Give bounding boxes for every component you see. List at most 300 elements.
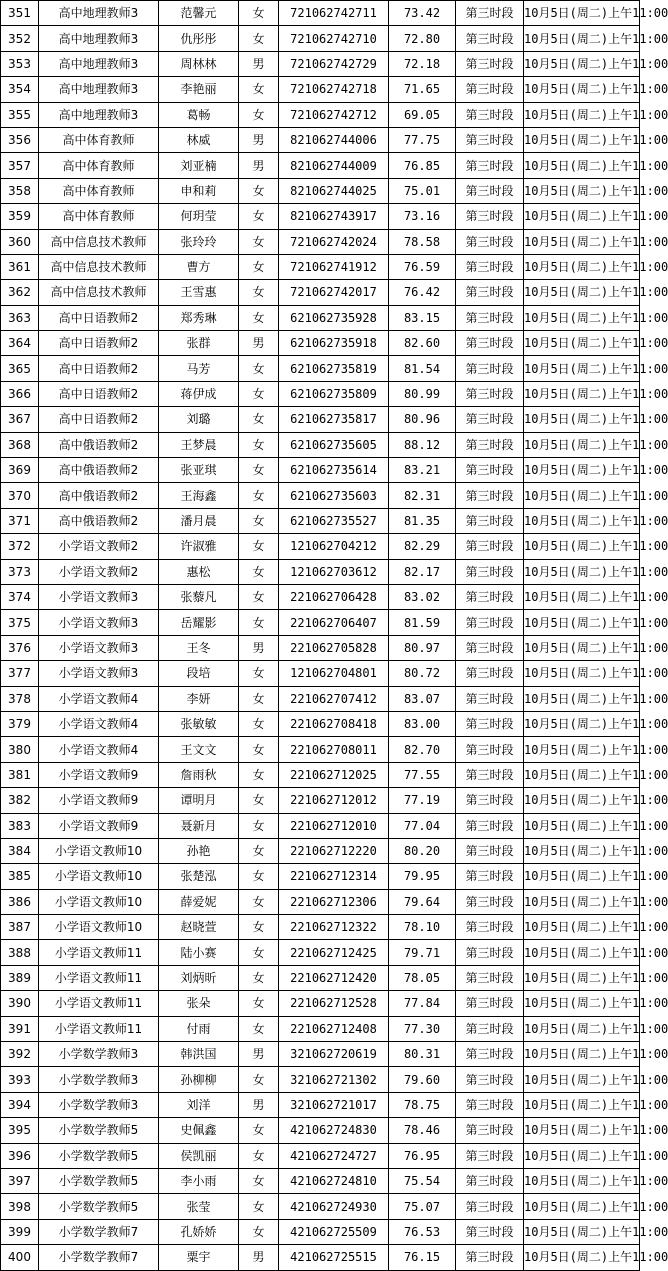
position-cell: 高中俄语教师2 <box>39 458 159 483</box>
table-row <box>1 432 640 457</box>
seq-cell: 363 <box>1 305 39 330</box>
gender-cell: 女 <box>239 1219 279 1244</box>
name-cell: 范馨元 <box>159 1 239 26</box>
gender-cell: 男 <box>239 1092 279 1117</box>
session-cell: 第三时段 <box>456 508 524 533</box>
name-cell: 林威 <box>159 127 239 152</box>
exam-id-cell: 721062742718 <box>279 77 389 102</box>
session-cell: 第三时段 <box>456 77 524 102</box>
seq-cell: 398 <box>1 1194 39 1219</box>
gender-cell: 女 <box>239 762 279 787</box>
datetime-cell: 10月5日(周二)上午11:00 <box>524 153 640 178</box>
seq-cell: 372 <box>1 534 39 559</box>
seq-cell: 367 <box>1 407 39 432</box>
name-cell: 何玥莹 <box>159 204 239 229</box>
exam-id-cell: 221062712528 <box>279 991 389 1016</box>
exam-id-cell: 221062712010 <box>279 813 389 838</box>
name-cell: 岳耀影 <box>159 610 239 635</box>
table-row <box>1 584 640 609</box>
position-cell: 高中俄语教师2 <box>39 508 159 533</box>
table-row <box>1 1042 640 1067</box>
table-row <box>1 229 640 254</box>
table-row <box>1 991 640 1016</box>
table-row <box>1 458 640 483</box>
datetime-cell: 10月5日(周二)上午11:00 <box>524 788 640 813</box>
gender-cell: 女 <box>239 381 279 406</box>
gender-cell: 女 <box>239 686 279 711</box>
exam-id-cell: 621062735928 <box>279 305 389 330</box>
exam-id-cell: 621062735819 <box>279 356 389 381</box>
exam-id-cell: 221062712425 <box>279 940 389 965</box>
score-cell: 88.12 <box>389 432 456 457</box>
datetime-cell: 10月5日(周二)上午11:00 <box>524 610 640 635</box>
table-row <box>1 331 640 356</box>
seq-cell: 395 <box>1 1118 39 1143</box>
table-row <box>1 813 640 838</box>
exam-id-cell: 221062712220 <box>279 838 389 863</box>
score-cell: 83.00 <box>389 711 456 736</box>
session-cell: 第三时段 <box>456 864 524 889</box>
gender-cell: 女 <box>239 889 279 914</box>
position-cell: 小学语文教师4 <box>39 686 159 711</box>
position-cell: 高中信息技术教师 <box>39 254 159 279</box>
gender-cell: 女 <box>239 915 279 940</box>
table-row <box>1 534 640 559</box>
session-cell: 第三时段 <box>456 534 524 559</box>
table-row <box>1 711 640 736</box>
position-cell: 高中地理教师3 <box>39 26 159 51</box>
gender-cell: 女 <box>239 458 279 483</box>
exam-id-cell: 721062742729 <box>279 51 389 76</box>
table-row <box>1 305 640 330</box>
name-cell: 王梦晨 <box>159 432 239 457</box>
seq-cell: 366 <box>1 381 39 406</box>
table-row <box>1 1219 640 1244</box>
name-cell: 赵晓萱 <box>159 915 239 940</box>
table-row <box>1 559 640 584</box>
seq-cell: 392 <box>1 1042 39 1067</box>
score-cell: 76.59 <box>389 254 456 279</box>
datetime-cell: 10月5日(周二)上午11:00 <box>524 991 640 1016</box>
name-cell: 仇彤彤 <box>159 26 239 51</box>
exam-id-cell: 621062735918 <box>279 331 389 356</box>
datetime-cell: 10月5日(周二)上午11:00 <box>524 102 640 127</box>
table-row <box>1 686 640 711</box>
gender-cell: 女 <box>239 229 279 254</box>
position-cell: 高中地理教师3 <box>39 1 159 26</box>
session-cell: 第三时段 <box>456 991 524 1016</box>
position-cell: 小学语文教师2 <box>39 534 159 559</box>
position-cell: 高中日语教师2 <box>39 407 159 432</box>
score-cell: 80.97 <box>389 635 456 660</box>
seq-cell: 391 <box>1 1016 39 1041</box>
seq-cell: 359 <box>1 204 39 229</box>
datetime-cell: 10月5日(周二)上午11:00 <box>524 534 640 559</box>
session-cell: 第三时段 <box>456 1067 524 1092</box>
session-cell: 第三时段 <box>456 381 524 406</box>
position-cell: 小学语文教师11 <box>39 965 159 990</box>
session-cell: 第三时段 <box>456 889 524 914</box>
gender-cell: 女 <box>239 965 279 990</box>
gender-cell: 女 <box>239 1168 279 1193</box>
exam-id-cell: 721062742712 <box>279 102 389 127</box>
exam-id-cell: 721062742711 <box>279 1 389 26</box>
gender-cell: 男 <box>239 331 279 356</box>
datetime-cell: 10月5日(周二)上午11:00 <box>524 204 640 229</box>
table-row <box>1 889 640 914</box>
datetime-cell: 10月5日(周二)上午11:00 <box>524 51 640 76</box>
name-cell: 张楚泓 <box>159 864 239 889</box>
score-cell: 78.05 <box>389 965 456 990</box>
exam-id-cell: 221062706407 <box>279 610 389 635</box>
score-cell: 79.64 <box>389 889 456 914</box>
exam-id-cell: 221062712306 <box>279 889 389 914</box>
gender-cell: 男 <box>239 1042 279 1067</box>
name-cell: 谭明月 <box>159 788 239 813</box>
score-cell: 80.72 <box>389 661 456 686</box>
exam-id-cell: 421062724727 <box>279 1143 389 1168</box>
name-cell: 刘亚楠 <box>159 153 239 178</box>
position-cell: 高中体育教师 <box>39 127 159 152</box>
exam-id-cell: 121062704801 <box>279 661 389 686</box>
session-cell: 第三时段 <box>456 432 524 457</box>
table-row <box>1 965 640 990</box>
position-cell: 小学数学教师5 <box>39 1118 159 1143</box>
session-cell: 第三时段 <box>456 559 524 584</box>
gender-cell: 男 <box>239 153 279 178</box>
session-cell: 第三时段 <box>456 26 524 51</box>
name-cell: 王海鑫 <box>159 483 239 508</box>
exam-id-cell: 321062720619 <box>279 1042 389 1067</box>
exam-id-cell: 421062724810 <box>279 1168 389 1193</box>
position-cell: 小学语文教师10 <box>39 889 159 914</box>
score-cell: 72.80 <box>389 26 456 51</box>
score-cell: 71.65 <box>389 77 456 102</box>
table-row <box>1 1194 640 1219</box>
name-cell: 刘炳昕 <box>159 965 239 990</box>
session-cell: 第三时段 <box>456 102 524 127</box>
seq-cell: 376 <box>1 635 39 660</box>
position-cell: 小学数学教师7 <box>39 1219 159 1244</box>
name-cell: 薛爱妮 <box>159 889 239 914</box>
name-cell: 潘月晨 <box>159 508 239 533</box>
score-cell: 77.75 <box>389 127 456 152</box>
gender-cell: 女 <box>239 813 279 838</box>
table-row <box>1 610 640 635</box>
session-cell: 第三时段 <box>456 940 524 965</box>
name-cell: 刘璐 <box>159 407 239 432</box>
position-cell: 高中地理教师3 <box>39 77 159 102</box>
score-cell: 81.59 <box>389 610 456 635</box>
seq-cell: 388 <box>1 940 39 965</box>
table-row <box>1 77 640 102</box>
datetime-cell: 10月5日(周二)上午11:00 <box>524 1245 640 1270</box>
table-row <box>1 127 640 152</box>
position-cell: 高中地理教师3 <box>39 51 159 76</box>
datetime-cell: 10月5日(周二)上午11:00 <box>524 940 640 965</box>
session-cell: 第三时段 <box>456 635 524 660</box>
gender-cell: 女 <box>239 1194 279 1219</box>
seq-cell: 378 <box>1 686 39 711</box>
gender-cell: 女 <box>239 711 279 736</box>
score-cell: 80.96 <box>389 407 456 432</box>
name-cell: 孙柳柳 <box>159 1067 239 1092</box>
name-cell: 郑秀琳 <box>159 305 239 330</box>
datetime-cell: 10月5日(周二)上午11:00 <box>524 838 640 863</box>
table-row <box>1 788 640 813</box>
datetime-cell: 10月5日(周二)上午11:00 <box>524 965 640 990</box>
name-cell: 张敏敏 <box>159 711 239 736</box>
score-cell: 82.60 <box>389 331 456 356</box>
exam-id-cell: 621062735603 <box>279 483 389 508</box>
exam-id-cell: 821062744006 <box>279 127 389 152</box>
table-row <box>1 1067 640 1092</box>
gender-cell: 女 <box>239 204 279 229</box>
position-cell: 高中俄语教师2 <box>39 483 159 508</box>
datetime-cell: 10月5日(周二)上午11:00 <box>524 1194 640 1219</box>
seq-cell: 369 <box>1 458 39 483</box>
seq-cell: 364 <box>1 331 39 356</box>
seq-cell: 399 <box>1 1219 39 1244</box>
position-cell: 小学语文教师9 <box>39 788 159 813</box>
gender-cell: 女 <box>239 661 279 686</box>
exam-id-cell: 621062735817 <box>279 407 389 432</box>
table-row <box>1 254 640 279</box>
score-cell: 77.84 <box>389 991 456 1016</box>
seq-cell: 389 <box>1 965 39 990</box>
datetime-cell: 10月5日(周二)上午11:00 <box>524 559 640 584</box>
position-cell: 小学语文教师11 <box>39 991 159 1016</box>
exam-id-cell: 221062712025 <box>279 762 389 787</box>
seq-cell: 377 <box>1 661 39 686</box>
datetime-cell: 10月5日(周二)上午11:00 <box>524 483 640 508</box>
name-cell: 张朵 <box>159 991 239 1016</box>
gender-cell: 女 <box>239 940 279 965</box>
session-cell: 第三时段 <box>456 788 524 813</box>
seq-cell: 360 <box>1 229 39 254</box>
table-row <box>1 1168 640 1193</box>
position-cell: 小学语文教师4 <box>39 711 159 736</box>
gender-cell: 女 <box>239 254 279 279</box>
gender-cell: 女 <box>239 1 279 26</box>
table-row <box>1 1016 640 1041</box>
score-cell: 79.60 <box>389 1067 456 1092</box>
session-cell: 第三时段 <box>456 1245 524 1270</box>
score-cell: 73.16 <box>389 204 456 229</box>
score-cell: 82.29 <box>389 534 456 559</box>
session-cell: 第三时段 <box>456 1219 524 1244</box>
exam-id-cell: 321062721017 <box>279 1092 389 1117</box>
gender-cell: 女 <box>239 864 279 889</box>
datetime-cell: 10月5日(周二)上午11:00 <box>524 584 640 609</box>
score-cell: 76.15 <box>389 1245 456 1270</box>
score-cell: 80.31 <box>389 1042 456 1067</box>
seq-cell: 362 <box>1 280 39 305</box>
session-cell: 第三时段 <box>456 1 524 26</box>
name-cell: 张玲玲 <box>159 229 239 254</box>
position-cell: 小学语文教师3 <box>39 661 159 686</box>
name-cell: 韩洪国 <box>159 1042 239 1067</box>
session-cell: 第三时段 <box>456 127 524 152</box>
name-cell: 惠松 <box>159 559 239 584</box>
gender-cell: 女 <box>239 305 279 330</box>
seq-cell: 365 <box>1 356 39 381</box>
session-cell: 第三时段 <box>456 1042 524 1067</box>
gender-cell: 女 <box>239 1067 279 1092</box>
table-row <box>1 407 640 432</box>
name-cell: 付雨 <box>159 1016 239 1041</box>
datetime-cell: 10月5日(周二)上午11:00 <box>524 432 640 457</box>
session-cell: 第三时段 <box>456 965 524 990</box>
name-cell: 李艳丽 <box>159 77 239 102</box>
position-cell: 小学数学教师3 <box>39 1092 159 1117</box>
table-row <box>1 280 640 305</box>
position-cell: 小学语文教师9 <box>39 813 159 838</box>
gender-cell: 男 <box>239 127 279 152</box>
position-cell: 高中信息技术教师 <box>39 229 159 254</box>
table-row <box>1 26 640 51</box>
exam-id-cell: 221062712314 <box>279 864 389 889</box>
table-row <box>1 356 640 381</box>
score-cell: 79.95 <box>389 864 456 889</box>
position-cell: 高中地理教师3 <box>39 102 159 127</box>
exam-id-cell: 721062742017 <box>279 280 389 305</box>
session-cell: 第三时段 <box>456 254 524 279</box>
seq-cell: 373 <box>1 559 39 584</box>
score-cell: 82.31 <box>389 483 456 508</box>
table-row <box>1 940 640 965</box>
position-cell: 小学语文教师10 <box>39 838 159 863</box>
score-cell: 78.46 <box>389 1118 456 1143</box>
position-cell: 高中日语教师2 <box>39 331 159 356</box>
table-row <box>1 838 640 863</box>
session-cell: 第三时段 <box>456 762 524 787</box>
position-cell: 小学数学教师7 <box>39 1245 159 1270</box>
position-cell: 高中体育教师 <box>39 153 159 178</box>
exam-id-cell: 221062712420 <box>279 965 389 990</box>
score-cell: 77.30 <box>389 1016 456 1041</box>
seq-cell: 354 <box>1 77 39 102</box>
gender-cell: 女 <box>239 559 279 584</box>
datetime-cell: 10月5日(周二)上午11:00 <box>524 686 640 711</box>
gender-cell: 女 <box>239 102 279 127</box>
exam-id-cell: 221062712012 <box>279 788 389 813</box>
exam-id-cell: 221062712408 <box>279 1016 389 1041</box>
exam-id-cell: 221062708418 <box>279 711 389 736</box>
seq-cell: 397 <box>1 1168 39 1193</box>
table-row <box>1 762 640 787</box>
exam-id-cell: 421062725509 <box>279 1219 389 1244</box>
session-cell: 第三时段 <box>456 1092 524 1117</box>
exam-id-cell: 821062744025 <box>279 178 389 203</box>
score-cell: 75.01 <box>389 178 456 203</box>
table-row <box>1 483 640 508</box>
gender-cell: 女 <box>239 1143 279 1168</box>
seq-cell: 355 <box>1 102 39 127</box>
gender-cell: 女 <box>239 1118 279 1143</box>
table-row <box>1 204 640 229</box>
score-cell: 76.53 <box>389 1219 456 1244</box>
exam-id-cell: 121062704212 <box>279 534 389 559</box>
table-row <box>1 102 640 127</box>
seq-cell: 361 <box>1 254 39 279</box>
position-cell: 小学语文教师3 <box>39 635 159 660</box>
position-cell: 高中体育教师 <box>39 204 159 229</box>
table-row <box>1 1092 640 1117</box>
table-row <box>1 51 640 76</box>
datetime-cell: 10月5日(周二)上午11:00 <box>524 1168 640 1193</box>
table-row <box>1 661 640 686</box>
score-cell: 83.21 <box>389 458 456 483</box>
datetime-cell: 10月5日(周二)上午11:00 <box>524 229 640 254</box>
datetime-cell: 10月5日(周二)上午11:00 <box>524 254 640 279</box>
datetime-cell: 10月5日(周二)上午11:00 <box>524 1219 640 1244</box>
score-cell: 76.85 <box>389 153 456 178</box>
name-cell: 聂新月 <box>159 813 239 838</box>
seq-cell: 368 <box>1 432 39 457</box>
position-cell: 高中体育教师 <box>39 178 159 203</box>
datetime-cell: 10月5日(周二)上午11:00 <box>524 356 640 381</box>
gender-cell: 女 <box>239 432 279 457</box>
position-cell: 小学语文教师10 <box>39 864 159 889</box>
position-cell: 小学数学教师3 <box>39 1067 159 1092</box>
datetime-cell: 10月5日(周二)上午11:00 <box>524 305 640 330</box>
score-cell: 73.42 <box>389 1 456 26</box>
score-cell: 80.20 <box>389 838 456 863</box>
name-cell: 马芳 <box>159 356 239 381</box>
exam-id-cell: 121062703612 <box>279 559 389 584</box>
position-cell: 小学语文教师3 <box>39 584 159 609</box>
session-cell: 第三时段 <box>456 1194 524 1219</box>
session-cell: 第三时段 <box>456 1016 524 1041</box>
name-cell: 孔娇娇 <box>159 1219 239 1244</box>
score-cell: 75.54 <box>389 1168 456 1193</box>
session-cell: 第三时段 <box>456 178 524 203</box>
session-cell: 第三时段 <box>456 407 524 432</box>
score-cell: 83.15 <box>389 305 456 330</box>
session-cell: 第三时段 <box>456 280 524 305</box>
name-cell: 粟宇 <box>159 1245 239 1270</box>
position-cell: 小学语文教师4 <box>39 737 159 762</box>
datetime-cell: 10月5日(周二)上午11:00 <box>524 178 640 203</box>
gender-cell: 女 <box>239 534 279 559</box>
datetime-cell: 10月5日(周二)上午11:00 <box>524 711 640 736</box>
exam-id-cell: 721062742710 <box>279 26 389 51</box>
name-cell: 葛畅 <box>159 102 239 127</box>
session-cell: 第三时段 <box>456 737 524 762</box>
seq-cell: 386 <box>1 889 39 914</box>
table-row <box>1 737 640 762</box>
name-cell: 李小雨 <box>159 1168 239 1193</box>
name-cell: 王雪惠 <box>159 280 239 305</box>
score-cell: 83.07 <box>389 686 456 711</box>
session-cell: 第三时段 <box>456 1168 524 1193</box>
seq-cell: 381 <box>1 762 39 787</box>
score-cell: 81.35 <box>389 508 456 533</box>
datetime-cell: 10月5日(周二)上午11:00 <box>524 127 640 152</box>
exam-id-cell: 421062724830 <box>279 1118 389 1143</box>
position-cell: 高中信息技术教师 <box>39 280 159 305</box>
datetime-cell: 10月5日(周二)上午11:00 <box>524 762 640 787</box>
position-cell: 小学语文教师9 <box>39 762 159 787</box>
session-cell: 第三时段 <box>456 661 524 686</box>
gender-cell: 女 <box>239 26 279 51</box>
datetime-cell: 10月5日(周二)上午11:00 <box>524 1 640 26</box>
seq-cell: 385 <box>1 864 39 889</box>
seq-cell: 383 <box>1 813 39 838</box>
datetime-cell: 10月5日(周二)上午11:00 <box>524 1118 640 1143</box>
position-cell: 小学语文教师2 <box>39 559 159 584</box>
